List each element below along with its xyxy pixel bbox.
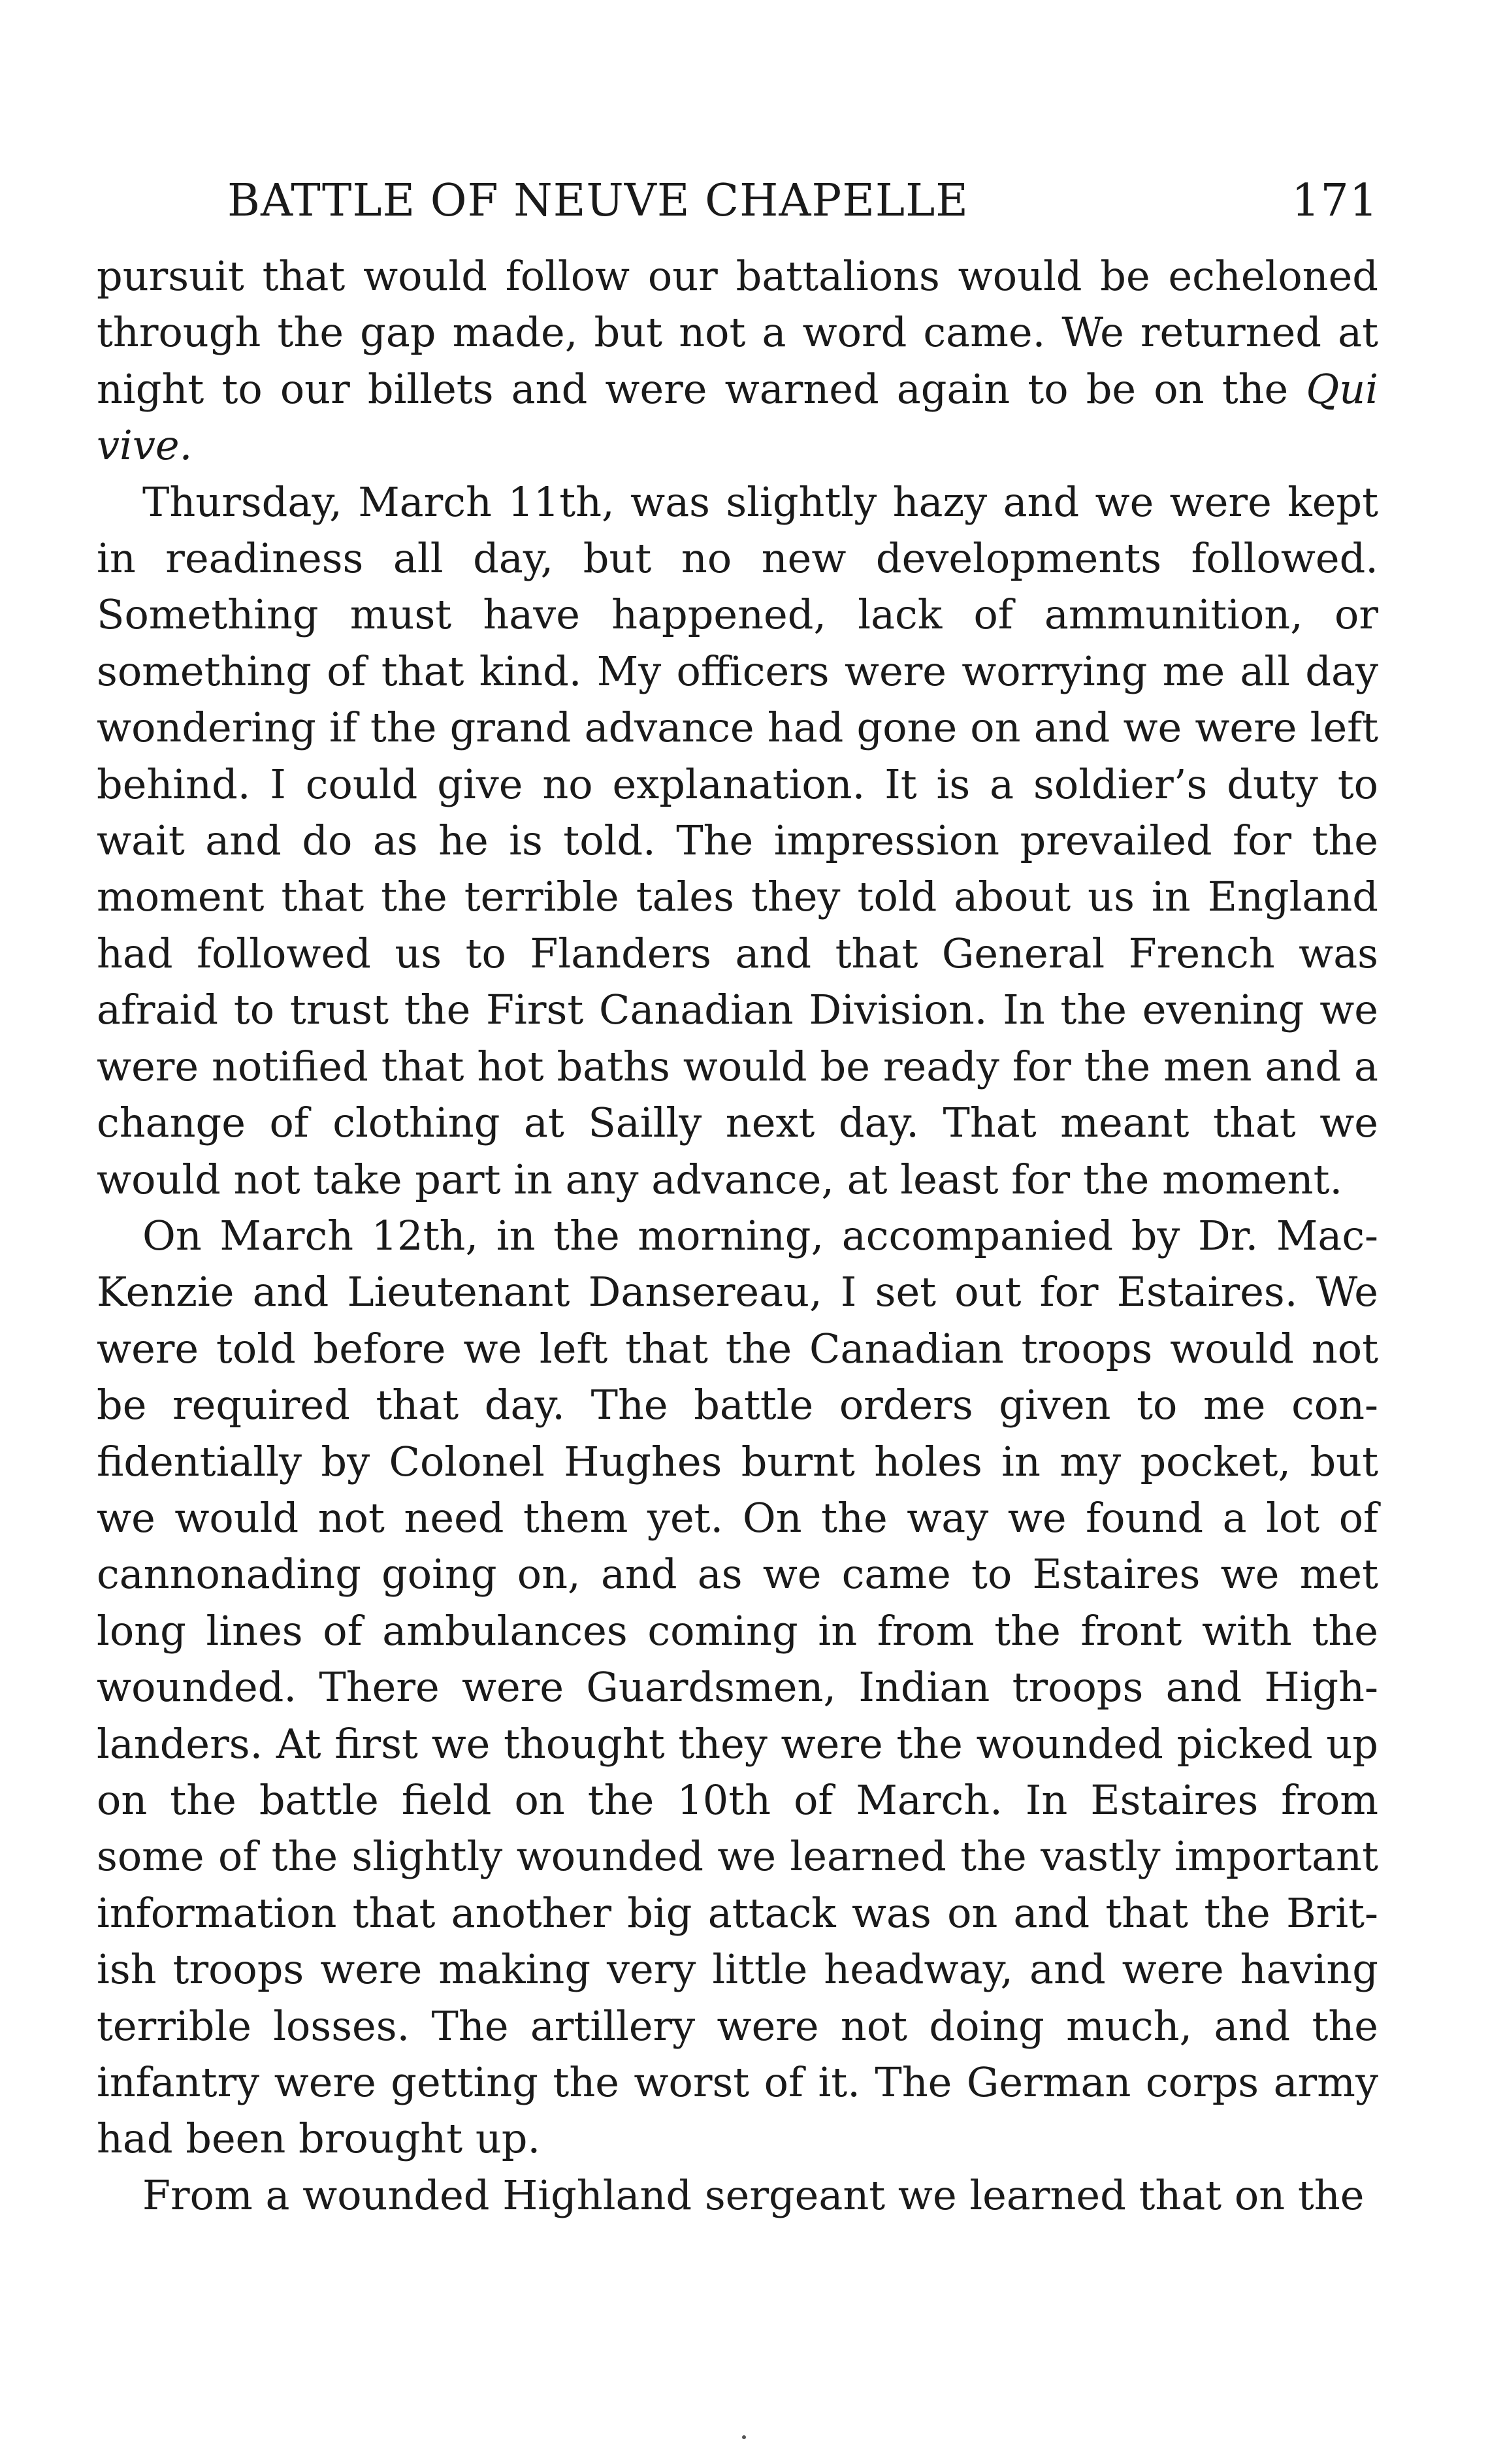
body-text <box>97 248 1378 2224</box>
paragraph: Thursday, March 11th, was slightly hazy and we were kept in readiness all day, but no new developments followed. Something must have happened, lack of ammunition, or something of that kind. My officers were worrying me all day wondering if the grand advance had gone on and we were left behind. I could give no explanation. It is a soldier’s duty to wait and do as he is told. The impression prevailed for the moment that the terrible tales they told about us in England had followed us to Flanders and that General French was afraid to trust the First Canadian Division. In the evening we were notified that hot baths would be ready for the men and a change of clothing at Sailly next day. That meant that we would not take part in any advance, at least for the moment. <box>97 478 1378 1203</box>
paragraph-continuation <box>97 248 1378 474</box>
paragraph-text: pursuit that would follow our battalions would be echeloned through the gap made, but not a word came. We returned at night to our billets and were warned again to be on the <box>97 252 1378 413</box>
italic-phrase: Qui vive. <box>97 365 1378 470</box>
paragraph: From a wounded Highland sergeant we learned that on the <box>142 2171 1365 2219</box>
book-page <box>97 163 1378 2224</box>
page-number: 171 <box>1291 175 1378 227</box>
paragraph: On March 12th, in the morning, accompanied by Dr. Mac-Kenzie and Lieutenant Dansereau, I set out for Estaires. We were told before we left that the Canadian troops would not be required that day. The battle orders given to me con-fidentially by Colonel Hughes burnt holes in my pocket, but we would not need them yet. On the way we found a lot of cannonading going on, and as we came to Estaires we met long lines of ambulances coming in from the front with the wounded. There were Guardsmen, Indian troops and High-landers. At first we thought they were the wounded picked up on the battle field on the 10th of March. In Estaires from some of the slightly wounded we learned the vastly important information that another big attack was on and that the Brit-ish troops were making very little headway, and were having terrible losses. The artillery were not doing much, and the infantry were getting the worst of it. The German corps army had been brought up. <box>97 1211 1378 2163</box>
running-head <box>97 163 1378 235</box>
running-title: BATTLE OF NEUVE CHAPELLE <box>227 175 969 227</box>
ink-speck <box>742 2435 746 2439</box>
